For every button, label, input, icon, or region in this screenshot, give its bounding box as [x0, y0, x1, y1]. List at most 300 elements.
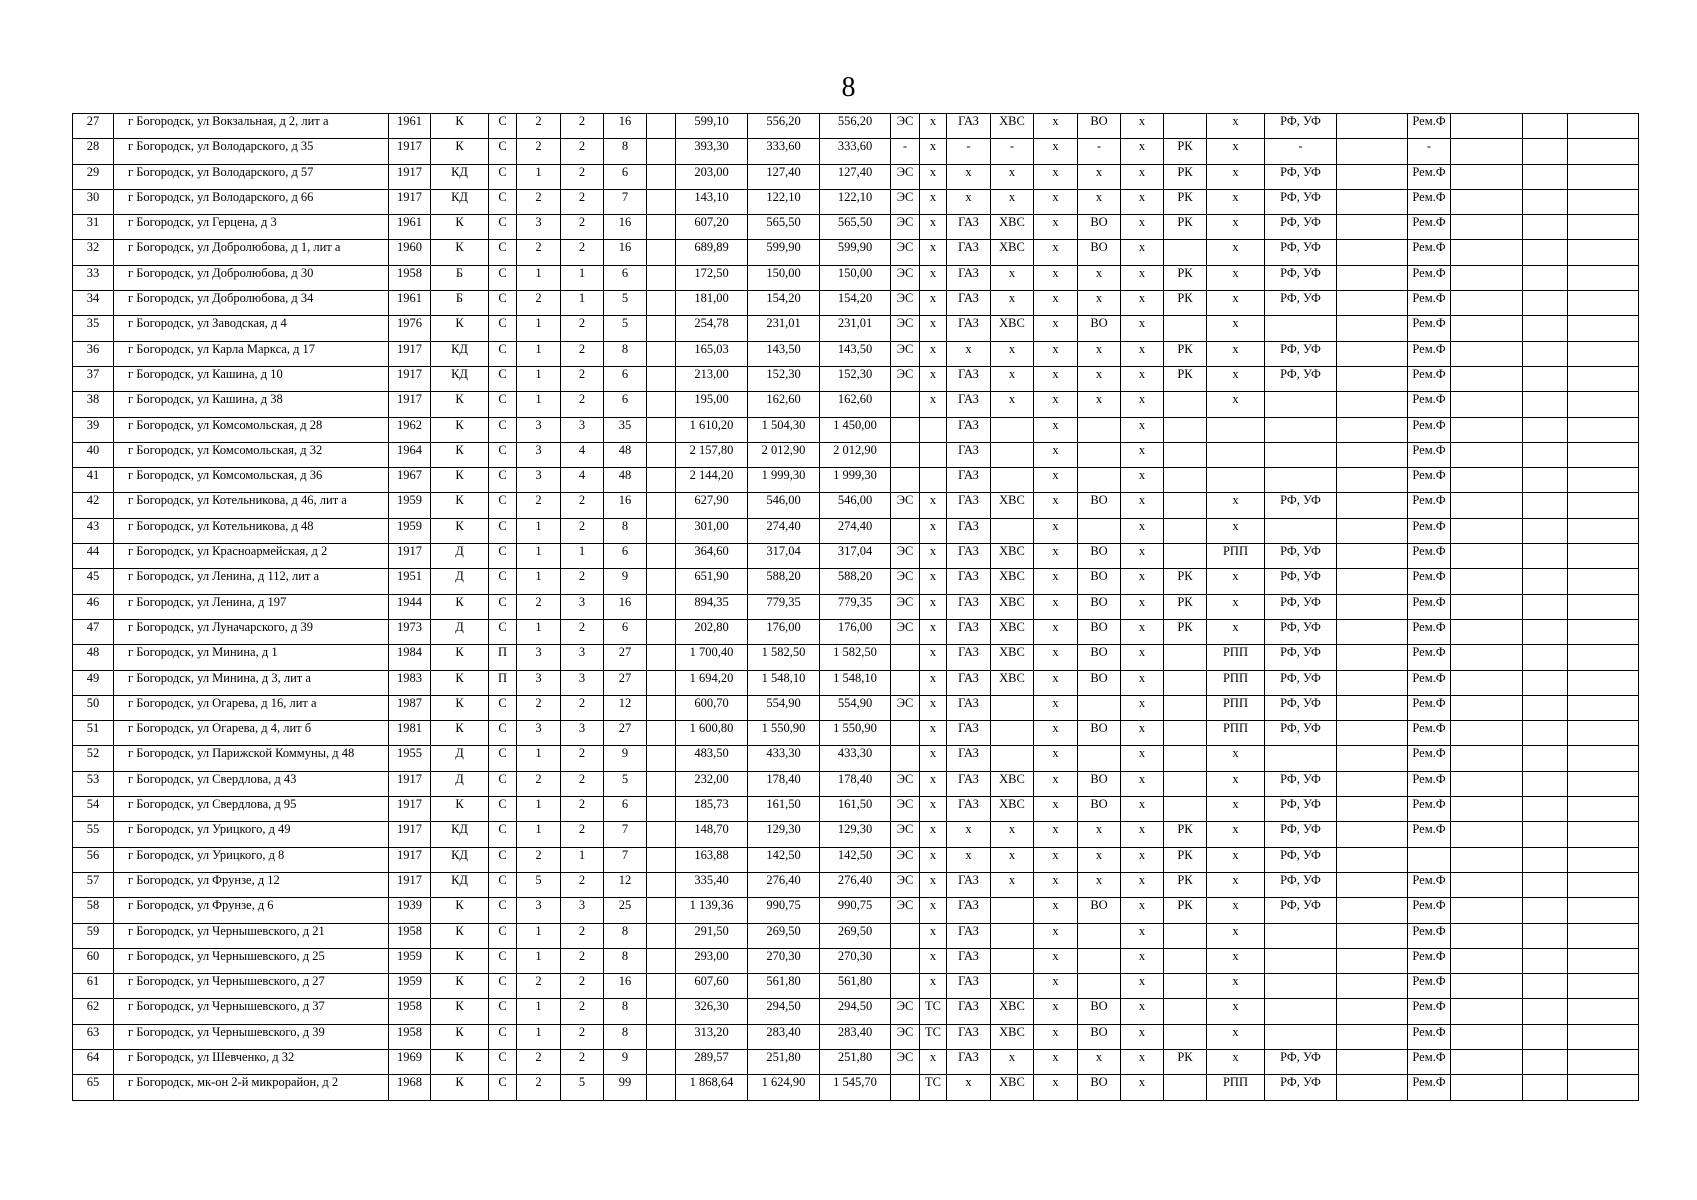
table-cell: х [920, 670, 947, 695]
table-cell: 64 [73, 1049, 114, 1074]
table-cell: ВО [1078, 797, 1121, 822]
table-cell: 27 [604, 645, 647, 670]
table-cell: 49 [73, 670, 114, 695]
table-cell [647, 215, 676, 240]
table-cell: х [1034, 619, 1078, 644]
table-cell [1568, 139, 1639, 164]
table-cell: х [1207, 240, 1265, 265]
table-cell: ЭС [891, 872, 920, 897]
table-cell: КД [431, 164, 489, 189]
table-cell [1207, 468, 1265, 493]
table-cell: 29 [73, 164, 114, 189]
table-cell: х [1034, 721, 1078, 746]
table-cell: 1 [517, 164, 561, 189]
table-cell [647, 544, 676, 569]
table-row [73, 468, 1639, 493]
table-cell: 2 [517, 114, 561, 139]
table-cell: х [920, 771, 947, 796]
table-cell: РПП [1207, 721, 1265, 746]
address-cell: г Богородск, ул Чернышевского, д 39 [114, 1024, 389, 1049]
table-cell [1451, 341, 1523, 366]
table-cell [1164, 392, 1207, 417]
table-cell: К [431, 114, 489, 139]
table-cell: 894,35 [676, 594, 748, 619]
table-cell [1523, 645, 1568, 670]
table-cell [1523, 569, 1568, 594]
table-cell [647, 341, 676, 366]
table-cell: 1958 [389, 923, 431, 948]
table-cell: С [489, 948, 517, 973]
table-cell: ГАЗ [947, 240, 991, 265]
address-cell: г Богородск, ул Добролюбова, д 34 [114, 291, 389, 316]
table-cell [1568, 189, 1639, 214]
table-cell: х [920, 164, 947, 189]
table-cell [647, 392, 676, 417]
table-cell: КД [431, 822, 489, 847]
table-cell [1337, 1075, 1408, 1100]
table-cell: - [1265, 139, 1337, 164]
table-cell: ЭС [891, 544, 920, 569]
table-cell: ГАЗ [947, 974, 991, 999]
table-cell: 48 [604, 468, 647, 493]
table-cell [1265, 999, 1337, 1024]
table-cell [1078, 746, 1121, 771]
table-cell: 289,57 [676, 1049, 748, 1074]
table-cell [1568, 797, 1639, 822]
table-cell [1164, 1075, 1207, 1100]
table-cell: 48 [73, 645, 114, 670]
table-cell: Рем.Ф [1408, 948, 1451, 973]
table-cell: К [431, 417, 489, 442]
table-cell: 2 [561, 366, 604, 391]
table-cell: 317,04 [820, 544, 891, 569]
table-cell: х [1121, 948, 1164, 973]
table-cell: Рем.Ф [1408, 518, 1451, 543]
table-cell [1568, 366, 1639, 391]
table-cell [991, 442, 1034, 467]
table-cell: 62 [73, 999, 114, 1024]
table-cell: РПП [1207, 695, 1265, 720]
table-cell: х [1207, 291, 1265, 316]
table-cell: х [1034, 291, 1078, 316]
table-cell [647, 189, 676, 214]
table-cell [1451, 569, 1523, 594]
table-cell: 43 [73, 518, 114, 543]
table-cell [1523, 822, 1568, 847]
table-cell: 1967 [389, 468, 431, 493]
table-cell: РК [1164, 569, 1207, 594]
table-cell [991, 468, 1034, 493]
table-cell: 213,00 [676, 366, 748, 391]
table-cell: К [431, 1075, 489, 1100]
table-cell: 181,00 [676, 291, 748, 316]
table-cell: К [431, 670, 489, 695]
table-cell: 1 [517, 923, 561, 948]
table-cell [647, 948, 676, 973]
table-cell: 2 [561, 746, 604, 771]
table-cell: х [1078, 341, 1121, 366]
table-cell: РФ, УФ [1265, 1075, 1337, 1100]
table-cell: РФ, УФ [1265, 569, 1337, 594]
table-cell [1523, 139, 1568, 164]
table-cell [1337, 847, 1408, 872]
table-cell: 2 [561, 164, 604, 189]
table-cell: х [920, 872, 947, 897]
table-row [73, 1049, 1639, 1074]
table-cell [1568, 974, 1639, 999]
table-cell: 335,40 [676, 872, 748, 897]
table-cell: Д [431, 771, 489, 796]
table-cell: х [920, 114, 947, 139]
table-cell: 274,40 [748, 518, 820, 543]
table-row [73, 923, 1639, 948]
table-cell: ХВС [991, 670, 1034, 695]
table-cell: х [947, 847, 991, 872]
table-cell: ГАЗ [947, 291, 991, 316]
table-cell [891, 923, 920, 948]
table-cell: х [920, 974, 947, 999]
table-cell: 1968 [389, 1075, 431, 1100]
table-cell: х [1207, 164, 1265, 189]
table-cell: РК [1164, 847, 1207, 872]
table-cell: х [1121, 822, 1164, 847]
table-cell: Рем.Ф [1408, 215, 1451, 240]
table-cell: 1 139,36 [676, 898, 748, 923]
table-cell: С [489, 872, 517, 897]
table-row [73, 518, 1639, 543]
table-cell [1451, 872, 1523, 897]
table-cell: К [431, 645, 489, 670]
table-cell: х [1207, 974, 1265, 999]
table-cell [1337, 518, 1408, 543]
table-cell [1164, 948, 1207, 973]
table-cell: х [991, 291, 1034, 316]
table-cell: х [1034, 670, 1078, 695]
table-cell: х [1034, 442, 1078, 467]
table-cell [647, 619, 676, 644]
table-cell: х [1034, 164, 1078, 189]
table-cell [1451, 974, 1523, 999]
table-cell: ГАЗ [947, 392, 991, 417]
table-cell [1164, 442, 1207, 467]
table-cell [647, 1049, 676, 1074]
table-cell: х [1034, 1024, 1078, 1049]
table-cell: 1 999,30 [748, 468, 820, 493]
table-cell: ХВС [991, 1075, 1034, 1100]
table-cell [1164, 645, 1207, 670]
table-cell: 2 012,90 [820, 442, 891, 467]
table-cell: 8 [604, 923, 647, 948]
table-cell [1164, 468, 1207, 493]
table-cell [1078, 948, 1121, 973]
table-cell: 599,90 [748, 240, 820, 265]
table-cell [1523, 974, 1568, 999]
table-row [73, 619, 1639, 644]
table-cell [1451, 265, 1523, 290]
table-cell: 3 [561, 645, 604, 670]
table-cell: 50 [73, 695, 114, 720]
table-cell [647, 240, 676, 265]
table-cell: х [1034, 341, 1078, 366]
table-cell: ХВС [991, 771, 1034, 796]
table-cell: 2 [517, 695, 561, 720]
table-cell: х [920, 265, 947, 290]
table-cell: 990,75 [820, 898, 891, 923]
address-cell: г Богородск, ул Урицкого, д 8 [114, 847, 389, 872]
table-cell [1523, 240, 1568, 265]
table-cell: 1 [517, 518, 561, 543]
table-cell: К [431, 493, 489, 518]
table-cell [1164, 316, 1207, 341]
table-cell [1451, 594, 1523, 619]
table-row [73, 442, 1639, 467]
table-cell: С [489, 797, 517, 822]
table-cell [1568, 645, 1639, 670]
table-row [73, 265, 1639, 290]
table-cell: Рем.Ф [1408, 872, 1451, 897]
table-row [73, 392, 1639, 417]
table-cell: 364,60 [676, 544, 748, 569]
table-cell: х [1121, 392, 1164, 417]
table-cell: Рем.Ф [1408, 797, 1451, 822]
address-cell: г Богородск, ул Чернышевского, д 37 [114, 999, 389, 1024]
table-cell [1451, 316, 1523, 341]
table-cell: 2 [561, 139, 604, 164]
table-cell: Рем.Ф [1408, 670, 1451, 695]
table-cell: С [489, 594, 517, 619]
table-cell [1523, 316, 1568, 341]
table-cell: х [920, 797, 947, 822]
table-row [73, 797, 1639, 822]
table-cell: ХВС [991, 544, 1034, 569]
table-cell [647, 898, 676, 923]
table-cell: х [920, 493, 947, 518]
table-cell: х [1034, 872, 1078, 897]
table-cell: Рем.Ф [1408, 544, 1451, 569]
table-cell: 16 [604, 114, 647, 139]
table-cell: 433,30 [748, 746, 820, 771]
table-cell: Рем.Ф [1408, 923, 1451, 948]
table-cell: 588,20 [820, 569, 891, 594]
table-cell [1337, 1049, 1408, 1074]
table-cell: 1917 [389, 872, 431, 897]
table-cell: Рем.Ф [1408, 240, 1451, 265]
table-cell: х [1121, 797, 1164, 822]
table-cell: 57 [73, 872, 114, 897]
address-cell: г Богородск, ул Парижской Коммуны, д 48 [114, 746, 389, 771]
table-row [73, 1075, 1639, 1100]
table-cell [647, 594, 676, 619]
table-cell [1337, 645, 1408, 670]
table-cell [1451, 114, 1523, 139]
table-cell: 1 [517, 265, 561, 290]
table-cell: 276,40 [748, 872, 820, 897]
table-cell [1523, 1024, 1568, 1049]
table-cell: ГАЗ [947, 999, 991, 1024]
table-cell: 554,90 [748, 695, 820, 720]
table-row [73, 872, 1639, 897]
table-cell: 3 [517, 215, 561, 240]
table-cell: К [431, 240, 489, 265]
table-cell: х [920, 847, 947, 872]
table-cell: 27 [604, 721, 647, 746]
table-cell [1568, 544, 1639, 569]
address-cell: г Богородск, ул Ленина, д 197 [114, 594, 389, 619]
table-cell: х [1078, 872, 1121, 897]
table-cell: К [431, 316, 489, 341]
table-cell [1078, 695, 1121, 720]
table-cell: 8 [604, 948, 647, 973]
table-cell: 1 582,50 [820, 645, 891, 670]
table-cell: 2 [561, 999, 604, 1024]
address-cell: г Богородск, ул Чернышевского, д 25 [114, 948, 389, 973]
table-cell: х [1034, 1075, 1078, 1100]
table-cell: 565,50 [820, 215, 891, 240]
page-number: 8 [841, 72, 856, 103]
table-cell [647, 771, 676, 796]
table-cell: 1939 [389, 898, 431, 923]
table-cell: 2 [517, 240, 561, 265]
table-cell: 154,20 [748, 291, 820, 316]
table-cell: х [1078, 164, 1121, 189]
table-cell: 270,30 [820, 948, 891, 973]
table-cell: РК [1164, 872, 1207, 897]
table-cell [1568, 948, 1639, 973]
table-cell: 39 [73, 417, 114, 442]
table-cell: 150,00 [748, 265, 820, 290]
address-cell: г Богородск, ул Фрунзе, д 6 [114, 898, 389, 923]
table-cell: х [947, 164, 991, 189]
table-cell: С [489, 1049, 517, 1074]
table-cell: х [1034, 392, 1078, 417]
table-cell: С [489, 847, 517, 872]
table-cell [891, 468, 920, 493]
table-cell: х [1034, 518, 1078, 543]
address-cell: г Богородск, ул Огарева, д 4, лит б [114, 721, 389, 746]
table-cell [1337, 822, 1408, 847]
table-cell: С [489, 999, 517, 1024]
table-cell: - [991, 139, 1034, 164]
table-cell: 162,60 [748, 392, 820, 417]
table-cell: 161,50 [748, 797, 820, 822]
table-cell: С [489, 442, 517, 467]
table-cell: КД [431, 366, 489, 391]
table-row [73, 974, 1639, 999]
table-cell [1337, 1024, 1408, 1049]
table-cell: х [1207, 847, 1265, 872]
table-cell: х [1121, 872, 1164, 897]
table-cell: КД [431, 189, 489, 214]
table-cell [1078, 923, 1121, 948]
table-cell [1164, 1024, 1207, 1049]
table-cell: РК [1164, 215, 1207, 240]
table-cell: х [1207, 392, 1265, 417]
table-cell: 1959 [389, 518, 431, 543]
table-cell [1523, 544, 1568, 569]
address-cell: г Богородск, ул Фрунзе, д 12 [114, 872, 389, 897]
table-cell: х [920, 316, 947, 341]
table-cell: 689,89 [676, 240, 748, 265]
table-cell [1568, 847, 1639, 872]
table-cell: 1917 [389, 771, 431, 796]
table-cell [1568, 569, 1639, 594]
table-cell: К [431, 1049, 489, 1074]
table-cell: 52 [73, 746, 114, 771]
table-cell: 293,00 [676, 948, 748, 973]
table-cell [991, 518, 1034, 543]
address-cell: г Богородск, ул Котельникова, д 46, лит а [114, 493, 389, 518]
table-cell: 651,90 [676, 569, 748, 594]
table-cell: Рем.Ф [1408, 366, 1451, 391]
table-cell: ГАЗ [947, 569, 991, 594]
table-cell: х [920, 923, 947, 948]
table-cell: РК [1164, 366, 1207, 391]
table-cell [1568, 1075, 1639, 1100]
table-cell: 176,00 [820, 619, 891, 644]
table-cell [1451, 670, 1523, 695]
table-cell [1451, 392, 1523, 417]
table-cell: ГАЗ [947, 1024, 991, 1049]
table-cell: ТС [920, 1024, 947, 1049]
table-cell: х [1207, 189, 1265, 214]
table-cell: х [1121, 1075, 1164, 1100]
table-cell: Рем.Ф [1408, 999, 1451, 1024]
table-cell [1164, 114, 1207, 139]
table-cell: 556,20 [820, 114, 891, 139]
table-cell: С [489, 291, 517, 316]
table-cell: 150,00 [820, 265, 891, 290]
table-cell: х [1207, 619, 1265, 644]
table-cell: Д [431, 544, 489, 569]
table-cell [647, 493, 676, 518]
table-cell: 2 [561, 1024, 604, 1049]
table-cell: С [489, 721, 517, 746]
table-cell: 9 [604, 746, 647, 771]
table-cell [891, 417, 920, 442]
table-cell: 1962 [389, 417, 431, 442]
table-cell [1337, 594, 1408, 619]
table-cell: 1917 [389, 392, 431, 417]
table-cell: К [431, 392, 489, 417]
table-cell: ЭС [891, 164, 920, 189]
table-cell: ГАЗ [947, 645, 991, 670]
table-cell: ГАЗ [947, 265, 991, 290]
address-cell: г Богородск, ул Свердлова, д 43 [114, 771, 389, 796]
table-cell: Рем.Ф [1408, 695, 1451, 720]
table-cell: ЭС [891, 822, 920, 847]
table-cell: С [489, 164, 517, 189]
table-cell [1337, 999, 1408, 1024]
table-cell: 203,00 [676, 164, 748, 189]
table-cell: х [1034, 139, 1078, 164]
table-row [73, 898, 1639, 923]
table-cell: х [920, 291, 947, 316]
table-cell: х [1121, 746, 1164, 771]
table-cell [1164, 493, 1207, 518]
table-cell: 326,30 [676, 999, 748, 1024]
table-cell [891, 442, 920, 467]
table-cell [1523, 721, 1568, 746]
address-cell: г Богородск, мк-он 2-й микрорайон, д 2 [114, 1075, 389, 1100]
table-cell: РК [1164, 594, 1207, 619]
table-cell: 2 [561, 569, 604, 594]
table-cell: х [1121, 594, 1164, 619]
table-cell [1078, 417, 1121, 442]
table-cell: х [1034, 923, 1078, 948]
table-cell [1523, 493, 1568, 518]
table-cell: 1917 [389, 797, 431, 822]
table-cell: 627,90 [676, 493, 748, 518]
